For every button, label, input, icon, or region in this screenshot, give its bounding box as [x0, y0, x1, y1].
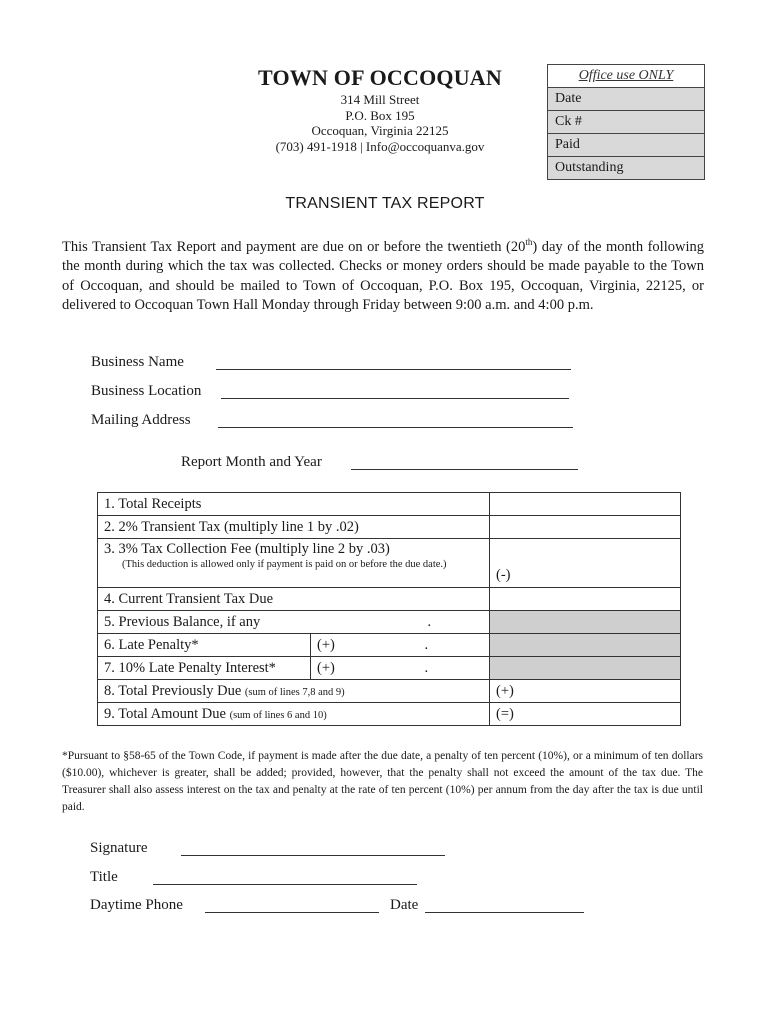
row-total-amount-due-label: [98, 703, 490, 726]
row-collection-fee-text: 3. 3% Tax Collection Fee (multiply line 2 by .03): [104, 541, 390, 557]
contact-line: (703) 491-1918 | Info@occoquanva.gov: [275, 138, 485, 154]
table-row: [98, 703, 681, 726]
row-late-penalty-entry[interactable]: [311, 634, 490, 657]
row-total-receipts-value[interactable]: [490, 493, 681, 516]
intro-text-2: ) day of the month following the month during which the tax was collected. Checks or money orders should be made payable to the Town of Occoquan, and should be mailed to Town of Occoquan, P.O. Box 195, Occoquan, Virginia, 22125, or delivered to Occoquan Town Hall Monday through Friday between 9:00 a.m. and 4:00 p.m.: [62, 238, 704, 314]
report-title: TRANSIENT TAX REPORT: [285, 195, 485, 212]
row-collection-fee-label: [98, 539, 490, 588]
office-use-outstanding: Outstanding: [548, 156, 704, 179]
row-previous-balance-label: [98, 611, 490, 634]
row-late-interest-value: [490, 657, 681, 680]
row-transient-tax-value[interactable]: [490, 516, 681, 539]
row-total-previously-due-label: [98, 680, 490, 703]
date-label: Date: [390, 897, 419, 913]
row-total-previously-due-value[interactable]: (+): [490, 680, 681, 703]
row-late-interest-label: 7. 10% Late Penalty Interest*: [98, 657, 311, 680]
report-month-year-field[interactable]: [351, 469, 578, 470]
row-current-tax-due-label: 4. Current Transient Tax Due: [98, 588, 490, 611]
penalty-footnote: *Pursuant to §58-65 of the Town Code, if payment is made after the due date, a penalty of ten percent (10%), or a minimum of ten dollars ($10.00), whichever is greater, shall be added; provided, however, that the penalty shall not exceed the amount of the tax due. The Treasurer shall also assess interest on the tax and penalty at the rate of ten percent (10%) per annum from the day after the tax is due until paid.: [62, 750, 703, 813]
table-row: [98, 680, 681, 703]
office-use-date: Date: [548, 87, 704, 110]
signature-label: Signature: [90, 840, 148, 856]
table-row: [98, 657, 681, 680]
collection-fee-note-text: (This deduction is allowed only if payment is paid on or before the due date.): [122, 559, 447, 570]
business-location-field[interactable]: [221, 398, 569, 399]
intro-sup: th: [525, 237, 533, 247]
late-penalty-dot: .: [424, 636, 429, 653]
office-use-check: Ck #: [548, 110, 704, 133]
total-previously-due-note: (sum of lines 7,8 and 9): [244, 686, 345, 698]
business-name-label: Business Name: [91, 354, 184, 370]
daytime-phone-field[interactable]: [205, 912, 379, 913]
table-row: [98, 493, 681, 516]
late-penalty-plus: (+): [317, 636, 335, 653]
title-label: Title: [90, 869, 118, 885]
row-current-tax-due-value[interactable]: [490, 588, 681, 611]
business-name-field[interactable]: [216, 369, 571, 370]
business-location-label: Business Location: [91, 383, 202, 399]
total-previously-due-text: 8. Total Previously Due: [104, 682, 242, 699]
total-amount-due-text: 9. Total Amount Due: [104, 705, 226, 722]
office-use-paid: Paid: [548, 133, 704, 156]
signature-field[interactable]: [181, 855, 445, 856]
office-use-heading: Office use ONLY: [548, 65, 704, 87]
table-row: [98, 539, 681, 588]
address-line-2: P.O. Box 195: [345, 107, 415, 123]
previous-balance-dot: .: [427, 613, 432, 630]
mailing-address-field[interactable]: [218, 427, 573, 428]
address-line-1: 314 Mill Street: [340, 92, 420, 107]
late-interest-dot: .: [424, 659, 429, 676]
previous-balance-text: 5. Previous Balance, if any: [104, 613, 261, 630]
date-field[interactable]: [425, 912, 584, 913]
intro-paragraph: [62, 233, 704, 316]
address-line-3: Occoquan, Virginia 22125: [311, 123, 449, 138]
row-late-interest-entry[interactable]: [311, 657, 490, 680]
tax-table: [97, 492, 681, 726]
table-row: [98, 588, 681, 611]
town-title: TOWN OF OCCOQUAN: [258, 65, 502, 90]
row-collection-fee-value[interactable]: (-): [490, 539, 681, 588]
row-late-penalty-label: 6. Late Penalty*: [98, 634, 311, 657]
daytime-phone-label: Daytime Phone: [90, 897, 183, 913]
table-row: [98, 611, 681, 634]
title-field[interactable]: [153, 884, 417, 885]
table-row: [98, 634, 681, 657]
row-total-amount-due-value[interactable]: (=): [490, 703, 681, 726]
mailing-address-label: Mailing Address: [91, 412, 191, 428]
row-total-receipts-label: 1. Total Receipts: [98, 493, 490, 516]
row-previous-balance-value: [490, 611, 681, 634]
late-interest-plus: (+): [317, 659, 335, 676]
row-transient-tax-label: 2. 2% Transient Tax (multiply line 1 by .02): [98, 516, 490, 539]
table-row: [98, 516, 681, 539]
total-amount-due-note: (sum of lines 6 and 10): [229, 709, 327, 721]
row-late-penalty-value: [490, 634, 681, 657]
report-month-year-label: Report Month and Year: [181, 454, 322, 470]
town-header: [240, 64, 520, 154]
row-collection-fee-note: [104, 558, 489, 572]
intro-text-1: This Transient Tax Report and payment are due on or before the twentieth (20: [62, 238, 526, 255]
office-use-box: [547, 64, 705, 180]
